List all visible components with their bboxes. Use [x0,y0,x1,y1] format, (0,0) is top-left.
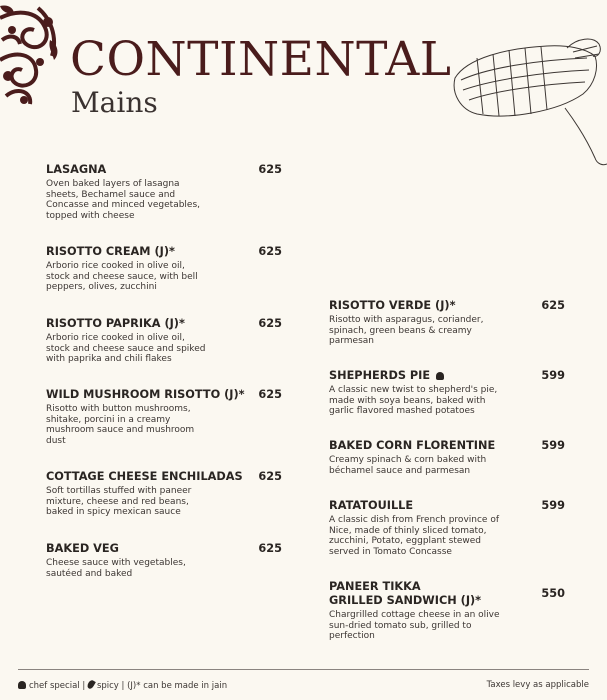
item-description: A classic dish from French province of Nice, made of thinly sliced tomato, zucchini, Potato, eggplant stewed served in Tomato Concasse [329,515,499,558]
item-description: Oven baked layers of lasagna sheets, Bechamel sauce and Concasse and minced vegetables, topped with cheese [46,179,201,222]
item-price: 625 [541,299,565,312]
menu-item-cottage-cheese-enchiladas [46,470,282,518]
item-price: 625 [258,388,282,401]
item-name: RATATOUILLE [329,499,414,512]
item-name-line2: GRILLED SANDWICH (J)* [329,594,482,607]
footer-divider [18,669,589,670]
legend-chef-special: chef special [29,681,80,691]
menu-item-wild-mushroom-risotto [46,388,282,447]
item-price: 599 [541,369,565,382]
item-name: COTTAGE CHEESE ENCHILADAS [46,470,243,483]
item-name: SHEPHERDS PIE [329,369,431,382]
item-name [329,580,565,608]
chef-hat-icon [18,681,26,689]
item-description: Cheese sauce with vegetables, sautéed and baked [46,558,186,579]
item-price: 625 [258,245,282,258]
item-price: 550 [541,587,565,600]
menu-item-shepherds-pie [329,369,565,417]
item-name: BAKED VEG [46,542,119,555]
menu-item-ratatouille [329,499,565,558]
item-description: Soft tortillas stuffed with paneer mixture, cheese and red beans, baked in spicy mexican sauce [46,486,192,518]
item-name: WILD MUSHROOM RISOTTO (J)* [46,388,245,401]
item-price: 625 [258,163,282,176]
item-price: 599 [541,499,565,512]
menu-item-risotto-cream [46,245,282,293]
item-description: Arborio rice cooked in olive oil, stock and cheese sauce, with bell peppers, olives, zucchini [46,261,198,293]
legend-separator: | [121,681,125,691]
menu-item-risotto-verde [329,299,565,347]
chef-hat-icon [436,372,444,380]
item-name: RISOTTO VERDE (J)* [329,299,456,312]
item-description: Arborio rice cooked in olive oil, stock and cheese sauce and spiked with paprika and chili flakes [46,333,206,365]
item-price: 599 [541,439,565,452]
sandwich-sketch-icon [447,28,607,168]
item-description: A classic new twist to shepherd's pie, made with soya beans, baked with garlic flavored mashed potatoes [329,385,498,417]
chili-icon [86,679,96,690]
item-price: 625 [258,542,282,555]
floral-ornament-icon [0,0,64,110]
item-description: Risotto with button mushrooms, shitake, porcini in a creamy mushroom sauce and mushroom dust [46,404,195,447]
tax-note: Taxes levy as applicable [486,680,589,690]
legend [18,680,227,691]
menu-item-paneer-tikka-grilled-sandwich [329,580,565,642]
section-subtitle: Mains [71,86,158,119]
menu-item-baked-corn-florentine [329,439,565,476]
item-name: RISOTTO PAPRIKA (J)* [46,317,185,330]
legend-jain: (J)* can be made in jain [127,681,228,691]
item-description: Creamy spinach & corn baked with béchamel sauce and parmesan [329,455,487,476]
item-name-row [329,369,565,383]
menu-item-risotto-paprika [46,317,282,365]
menu-item-baked-veg [46,542,282,579]
legend-separator: | [82,681,86,691]
page-title: CONTINENTAL [70,32,452,87]
item-name-line1: PANEER TIKKA [329,580,421,593]
item-name: RISOTTO CREAM (J)* [46,245,175,258]
item-description: Risotto with asparagus, coriander, spinach, green beans & creamy parmesan [329,315,484,347]
legend-spicy: spicy [96,681,119,691]
item-price: 625 [258,317,282,330]
item-price: 625 [258,470,282,483]
menu-item-lasagna [46,163,282,222]
item-description: Chargrilled cottage cheese in an olive sun-dried tomato sub, grilled to perfection [329,610,500,642]
item-name: LASAGNA [46,163,107,176]
item-name: BAKED CORN FLORENTINE [329,439,496,452]
